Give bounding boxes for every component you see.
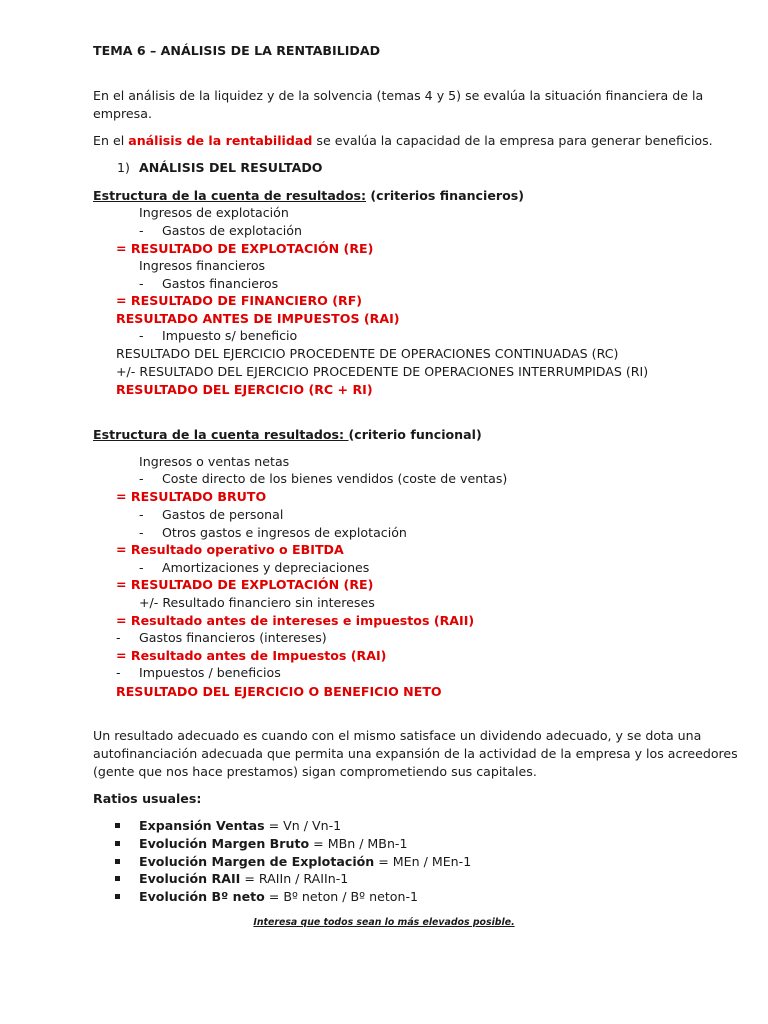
ratio-item [139, 835, 407, 852]
financial-heading [93, 187, 524, 204]
ratio-label: Expansión Ventas [139, 818, 265, 833]
fin-resultado-explotacion: = RESULTADO DE EXPLOTACIÓN (RE) [116, 241, 374, 256]
financial-heading-underlined: Estructura de la cuenta de resultados: [93, 188, 367, 203]
intro-line-2: empresa. [93, 106, 152, 121]
func-amortizaciones: Amortizaciones y depreciaciones [162, 560, 370, 575]
ratio-item [139, 888, 418, 905]
func-resultado-financiero: +/- Resultado financiero sin intereses [139, 595, 375, 610]
dash-marker: - [139, 276, 144, 291]
ratio-formula: = MEn / MEn-1 [374, 854, 472, 869]
fin-resultado-continuadas: RESULTADO DEL EJERCICIO PROCEDENTE DE OPERACIONES CONTINUADAS (RC) [116, 346, 619, 361]
ratio-label: Evolución Margen Bruto [139, 836, 310, 851]
fin-gastos-explotacion: Gastos de explotación [162, 223, 302, 238]
ratio-label: Evolución Bº neto [139, 889, 265, 904]
fin-impuesto-beneficio: Impuesto s/ beneficio [162, 328, 298, 343]
section-1-title: ANÁLISIS DEL RESULTADO [139, 160, 323, 175]
ratio-formula: = Bº neton / Bº neton-1 [264, 889, 419, 904]
bullet-marker [115, 823, 120, 828]
fin-resultado-antes-impuestos: RESULTADO ANTES DE IMPUESTOS (RAI) [116, 311, 400, 326]
paragraph-line-3: (gente que nos hace prestamos) sigan comprometiendo sus capitales. [93, 764, 537, 779]
func-coste-ventas: Coste directo de los bienes vendidos (coste de ventas) [162, 471, 508, 486]
financial-heading-rest: (criterios financieros) [366, 188, 524, 203]
ratio-item [139, 817, 341, 834]
highlight-analisis-rentabilidad: análisis de la rentabilidad [128, 133, 313, 148]
functional-heading-rest: (criterio funcional) [348, 427, 482, 442]
section-1-number: 1) [117, 160, 130, 175]
ratio-label: Evolución Margen de Explotación [139, 854, 375, 869]
intro-paragraph-2 [93, 132, 713, 149]
ratio-label: Evolución RAII [139, 871, 241, 886]
fin-ingresos-explotacion: Ingresos de explotación [139, 205, 289, 220]
ratio-item [139, 870, 348, 887]
bullet-marker [115, 859, 120, 864]
ratio-item [139, 853, 471, 870]
func-resultado-explotacion: = RESULTADO DE EXPLOTACIÓN (RE) [116, 577, 374, 592]
func-beneficio-neto: RESULTADO DEL EJERCICIO O BENEFICIO NETO [116, 684, 442, 699]
ratio-formula: = RAIIn / RAIIn-1 [240, 871, 349, 886]
fin-resultado-financiero: = RESULTADO DE FINANCIERO (RF) [116, 293, 363, 308]
dash-marker: - [116, 665, 121, 680]
dash-marker: - [139, 560, 144, 575]
dash-marker: - [139, 507, 144, 522]
ratio-formula: = MBn / MBn-1 [309, 836, 408, 851]
dash-marker: - [139, 223, 144, 238]
intro-line-1: En el análisis de la liquidez y de la solvencia (temas 4 y 5) se evalúa la situación financiera de la [93, 88, 704, 103]
func-otros-gastos: Otros gastos e ingresos de explotación [162, 525, 407, 540]
ratios-heading: Ratios usuales: [93, 791, 202, 806]
paragraph-line-2: autofinanciación adecuada que permita una expansión de la actividad de la empresa y los acreedores [93, 746, 738, 761]
func-resultado-bruto: = RESULTADO BRUTO [116, 489, 267, 504]
paragraph-line-1: Un resultado adecuado es cuando con el mismo satisface un dividendo adecuado, y se dota una [93, 728, 702, 743]
dash-marker: - [116, 630, 121, 645]
functional-heading-underlined: Estructura de la cuenta resultados: [93, 427, 349, 442]
fin-gastos-financieros: Gastos financieros [162, 276, 279, 291]
ratios-note: Interesa que todos sean lo más elevados posible. [253, 917, 515, 928]
func-gastos-financieros: Gastos financieros (intereses) [139, 630, 327, 645]
intro-text-before: En el [93, 133, 129, 148]
func-resultado-rai: = Resultado antes de Impuestos (RAI) [116, 648, 387, 663]
ratio-formula: = Vn / Vn-1 [264, 818, 342, 833]
dash-marker: - [139, 328, 144, 343]
fin-ingresos-financieros: Ingresos financieros [139, 258, 266, 273]
page-title: TEMA 6 – ANÁLISIS DE LA RENTABILIDAD [93, 43, 381, 58]
fin-resultado-interrumpidas: +/- RESULTADO DEL EJERCICIO PROCEDENTE DE OPERACIONES INTERRUMPIDAS (RI) [116, 364, 649, 379]
bullet-marker [115, 894, 120, 899]
dash-marker: - [139, 471, 144, 486]
func-ingresos-ventas: Ingresos o ventas netas [139, 454, 290, 469]
func-impuestos: Impuestos / beneficios [139, 665, 281, 680]
functional-heading [93, 426, 482, 443]
func-resultado-ebitda: = Resultado operativo o EBITDA [116, 542, 344, 557]
func-gastos-personal: Gastos de personal [162, 507, 284, 522]
bullet-marker [115, 876, 120, 881]
dash-marker: - [139, 525, 144, 540]
intro-text-after: se evalúa la capacidad de la empresa para generar beneficios. [312, 133, 713, 148]
func-resultado-raii: = Resultado antes de intereses e impuestos (RAII) [116, 613, 475, 628]
fin-resultado-ejercicio: RESULTADO DEL EJERCICIO (RC + RI) [116, 382, 373, 397]
bullet-marker [115, 841, 120, 846]
